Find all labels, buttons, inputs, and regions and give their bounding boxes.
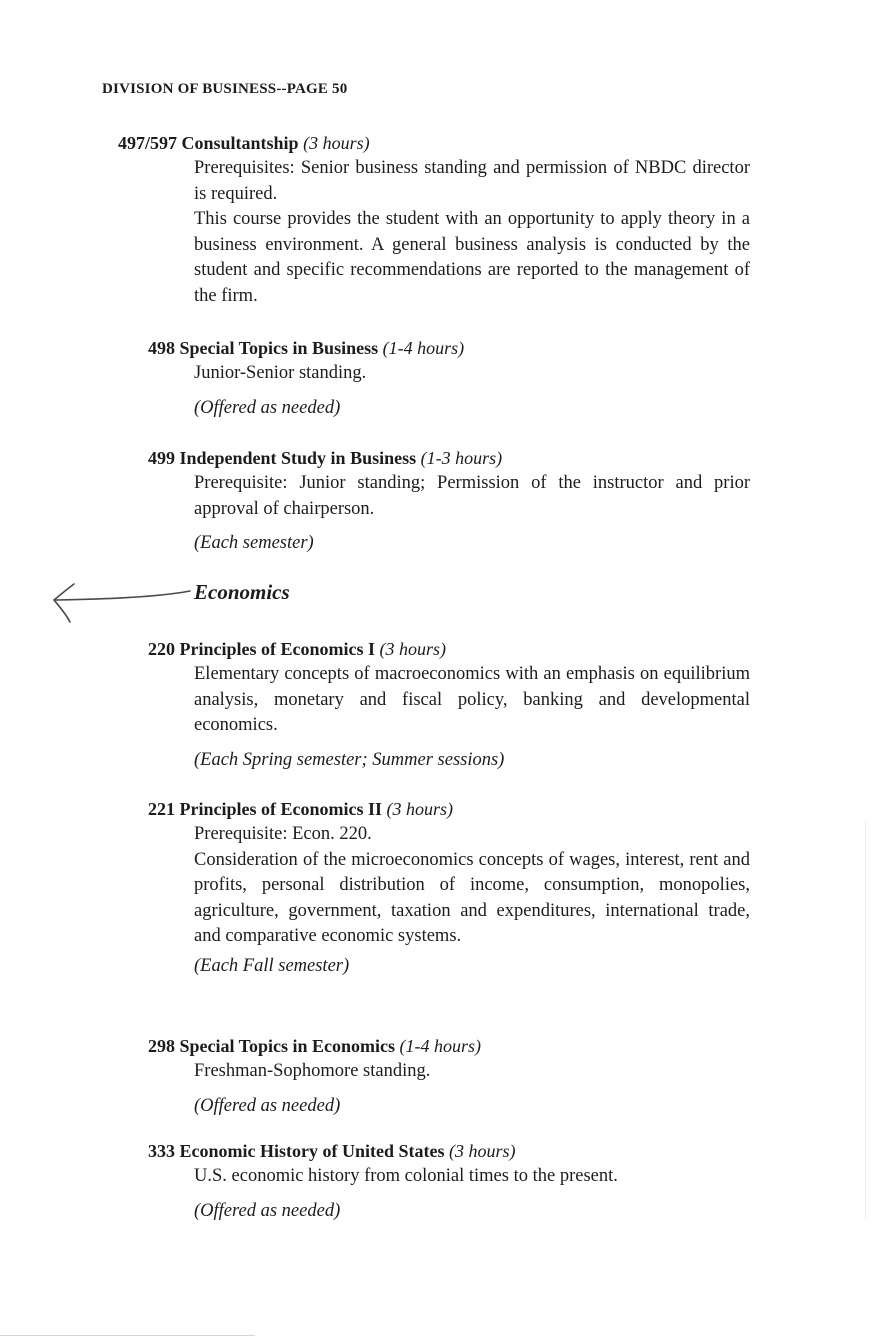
- course-number: 333: [148, 1141, 175, 1161]
- course-hours: (1-4 hours): [382, 338, 465, 358]
- course-298: [118, 1033, 768, 1119]
- course-hours: (3 hours): [448, 1141, 516, 1161]
- course-number: 220: [148, 639, 175, 659]
- offered-note: (Each semester): [194, 533, 314, 553]
- course-paragraph: U.S. economic history from colonial times to the present.: [194, 1166, 618, 1186]
- course-paragraph: Freshman-Sophomore standing.: [194, 1061, 431, 1081]
- course-heading: [118, 796, 768, 822]
- running-head: DIVISION OF BUSINESS--PAGE 50: [102, 81, 348, 97]
- course-description: [194, 361, 750, 421]
- course-heading: [118, 130, 768, 156]
- course-description: [194, 471, 750, 557]
- course-hours: (1-4 hours): [399, 1036, 482, 1056]
- course-heading: [118, 1138, 768, 1164]
- course-description: [194, 1059, 750, 1119]
- handwritten-arrow-icon: [46, 582, 192, 626]
- course-heading: [118, 445, 768, 471]
- course-description: [194, 822, 750, 979]
- course-220: [118, 636, 768, 773]
- course-paragraph: Consideration of the microeconomics concepts of wages, interest, rent and profits, personal distribution of income, consumption, monopolies, agriculture, government, taxation and expenditures, international trade, and comparative economic systems.: [194, 849, 750, 946]
- course-number: 497/597: [118, 133, 178, 153]
- offered-note: (Offered as needed): [194, 397, 341, 418]
- course-paragraph: Junior-Senior standing.: [194, 363, 367, 383]
- course-heading: [118, 335, 768, 361]
- course-hours: (3 hours): [386, 799, 453, 819]
- course-paragraph: Prerequisite: Junior standing; Permission of the instructor and prior approval of chairperson.: [194, 473, 750, 519]
- scan-edge-line: [0, 1335, 255, 1336]
- course-number: 221: [148, 799, 175, 819]
- course-title: Principles of Economics II: [179, 799, 382, 819]
- course-number: 498: [148, 338, 175, 358]
- offered-note: (Offered as needed): [194, 1200, 341, 1221]
- course-hours: (3 hours): [303, 133, 370, 153]
- course-paragraph: Prerequisites: Senior business standing and permission of NBDC director is required.: [194, 158, 750, 204]
- course-title: Economic History of United States: [179, 1141, 445, 1161]
- course-498: [118, 335, 768, 421]
- course-333: [118, 1138, 768, 1224]
- section-title-economics: Economics: [194, 580, 290, 604]
- course-heading: [118, 1033, 768, 1059]
- course-title: Principles of Economics I: [179, 639, 375, 659]
- course-paragraph: This course provides the student with an opportunity to apply theory in a business environment. A general business analysis is conducted by the student and specific recommendations are reported to the management of the firm.: [194, 209, 750, 306]
- offered-note: (Each Spring semester; Summer sessions): [194, 749, 505, 770]
- course-number: 499: [148, 448, 175, 468]
- scan-edge-line: [865, 820, 866, 1220]
- course-description: [194, 1164, 750, 1224]
- course-hours: (1-3 hours): [420, 448, 503, 468]
- course-title: Special Topics in Economics: [179, 1036, 396, 1056]
- offered-note: (Offered as needed): [194, 1095, 341, 1116]
- course-number: 298: [148, 1036, 175, 1056]
- course-paragraph: Elementary concepts of macroeconomics with an emphasis on equilibrium analysis, monetary and fiscal policy, banking and developmental economics.: [194, 664, 750, 735]
- course-499: [118, 445, 768, 557]
- course-heading: [118, 636, 768, 662]
- course-221: [118, 796, 768, 979]
- course-title: Consultantship: [181, 133, 299, 153]
- course-description: [194, 662, 750, 773]
- course-description: [194, 156, 750, 309]
- course-title: Special Topics in Business: [179, 338, 379, 358]
- course-title: Independent Study in Business: [179, 448, 417, 468]
- offered-note: (Each Fall semester): [194, 955, 350, 976]
- course-paragraph: Prerequisite: Econ. 220.: [194, 824, 372, 844]
- course-497-597: [118, 130, 768, 309]
- course-hours: (3 hours): [379, 639, 446, 659]
